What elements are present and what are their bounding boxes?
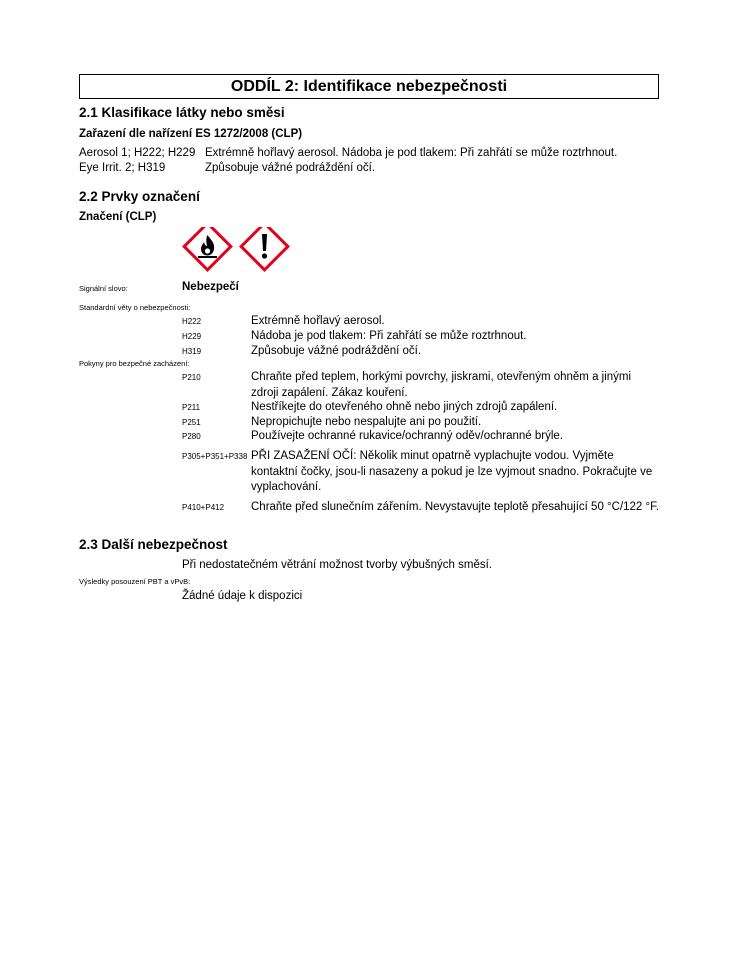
clp-classification-heading: Zařazení dle nařízení ES 1272/2008 (CLP) — [79, 128, 303, 140]
precaution-text: Používejte ochranné rukavice/ochranný oděv/ochranné brýle. — [251, 430, 563, 442]
signal-word-label: Signální slovo: — [79, 284, 128, 293]
hazard-pictograms — [182, 227, 292, 277]
classification-text: Extrémně hořlavý aerosol. Nádoba je pod tlakem: Při zahřátí se může roztrhnout. — [205, 147, 618, 159]
section-2-3-heading: 2.3 Další nebezpečnost — [79, 537, 228, 552]
hazard-code: H229 — [182, 332, 202, 341]
hazard-text: Extrémně hořlavý aerosol. — [251, 315, 385, 327]
precautionary-statements-label: Pokyny pro bezpečné zacházení: — [79, 359, 190, 368]
classification-code: Aerosol 1; H222; H229 — [79, 147, 196, 159]
classification-text: Způsobuje vážné podráždění očí. — [205, 162, 376, 174]
flame-icon — [184, 227, 231, 270]
hazard-code: H319 — [182, 347, 202, 356]
section-2-1-heading: 2.1 Klasifikace látky nebo směsi — [79, 105, 285, 120]
clp-labelling-heading: Značení (CLP) — [79, 211, 157, 223]
hazard-code: H222 — [182, 317, 202, 326]
precaution-code: P305+P351+P338 — [182, 452, 248, 461]
exclamation-icon — [241, 227, 288, 270]
section-2-2-heading: 2.2 Prvky označení — [79, 189, 200, 204]
signal-word: Nebezpečí — [182, 281, 239, 293]
precaution-code: P211 — [182, 403, 201, 412]
precaution-text: Chraňte před teplem, horkými povrchy, jiskrami, otevřeným ohněm a jinými zdroji zapálení. Zákaz kouření. — [251, 371, 632, 399]
precaution-code: P210 — [182, 373, 201, 382]
precaution-text: Nestříkejte do otevřeného ohně nebo jiných zdrojů zapálení. — [251, 401, 558, 413]
classification-code: Eye Irrit. 2; H319 — [79, 162, 166, 174]
precaution-text: Chraňte před slunečním zářením. Nevystavujte teplotě přesahující 50 °C/122 °F. — [251, 501, 660, 513]
other-hazards-text: Při nedostatečném větrání možnost tvorby výbušných směsí. — [182, 559, 492, 571]
hazard-statements-label: Standardní věty o nebezpečnosti: — [79, 303, 191, 312]
hazard-text: Způsobuje vážné podráždění očí. — [251, 345, 422, 357]
pbt-assessment-value: Žádné údaje k dispozici — [182, 590, 303, 602]
hazard-text: Nádoba je pod tlakem: Při zahřátí se může roztrhnout. — [251, 330, 527, 342]
section-title: ODDÍL 2: Identifikace nebezpečnosti — [79, 74, 659, 99]
precaution-text: PŘI ZASAŽENÍ OČÍ: Několik minut opatrně vyplachujte vodou. Vyjměte kontaktní čočky, jsou-li nasazeny a pokud je lze vyjmout snadno. Pokračujte ve vyplachování. — [251, 450, 653, 493]
pbt-assessment-label: Výsledky posouzení PBT a vPvB: — [79, 577, 191, 586]
precaution-code: P410+P412 — [182, 503, 225, 512]
precaution-text: Nepropichujte nebo nespalujte ani po použití. — [251, 416, 482, 428]
precaution-code: P280 — [182, 432, 201, 441]
precaution-code: P251 — [182, 418, 201, 427]
